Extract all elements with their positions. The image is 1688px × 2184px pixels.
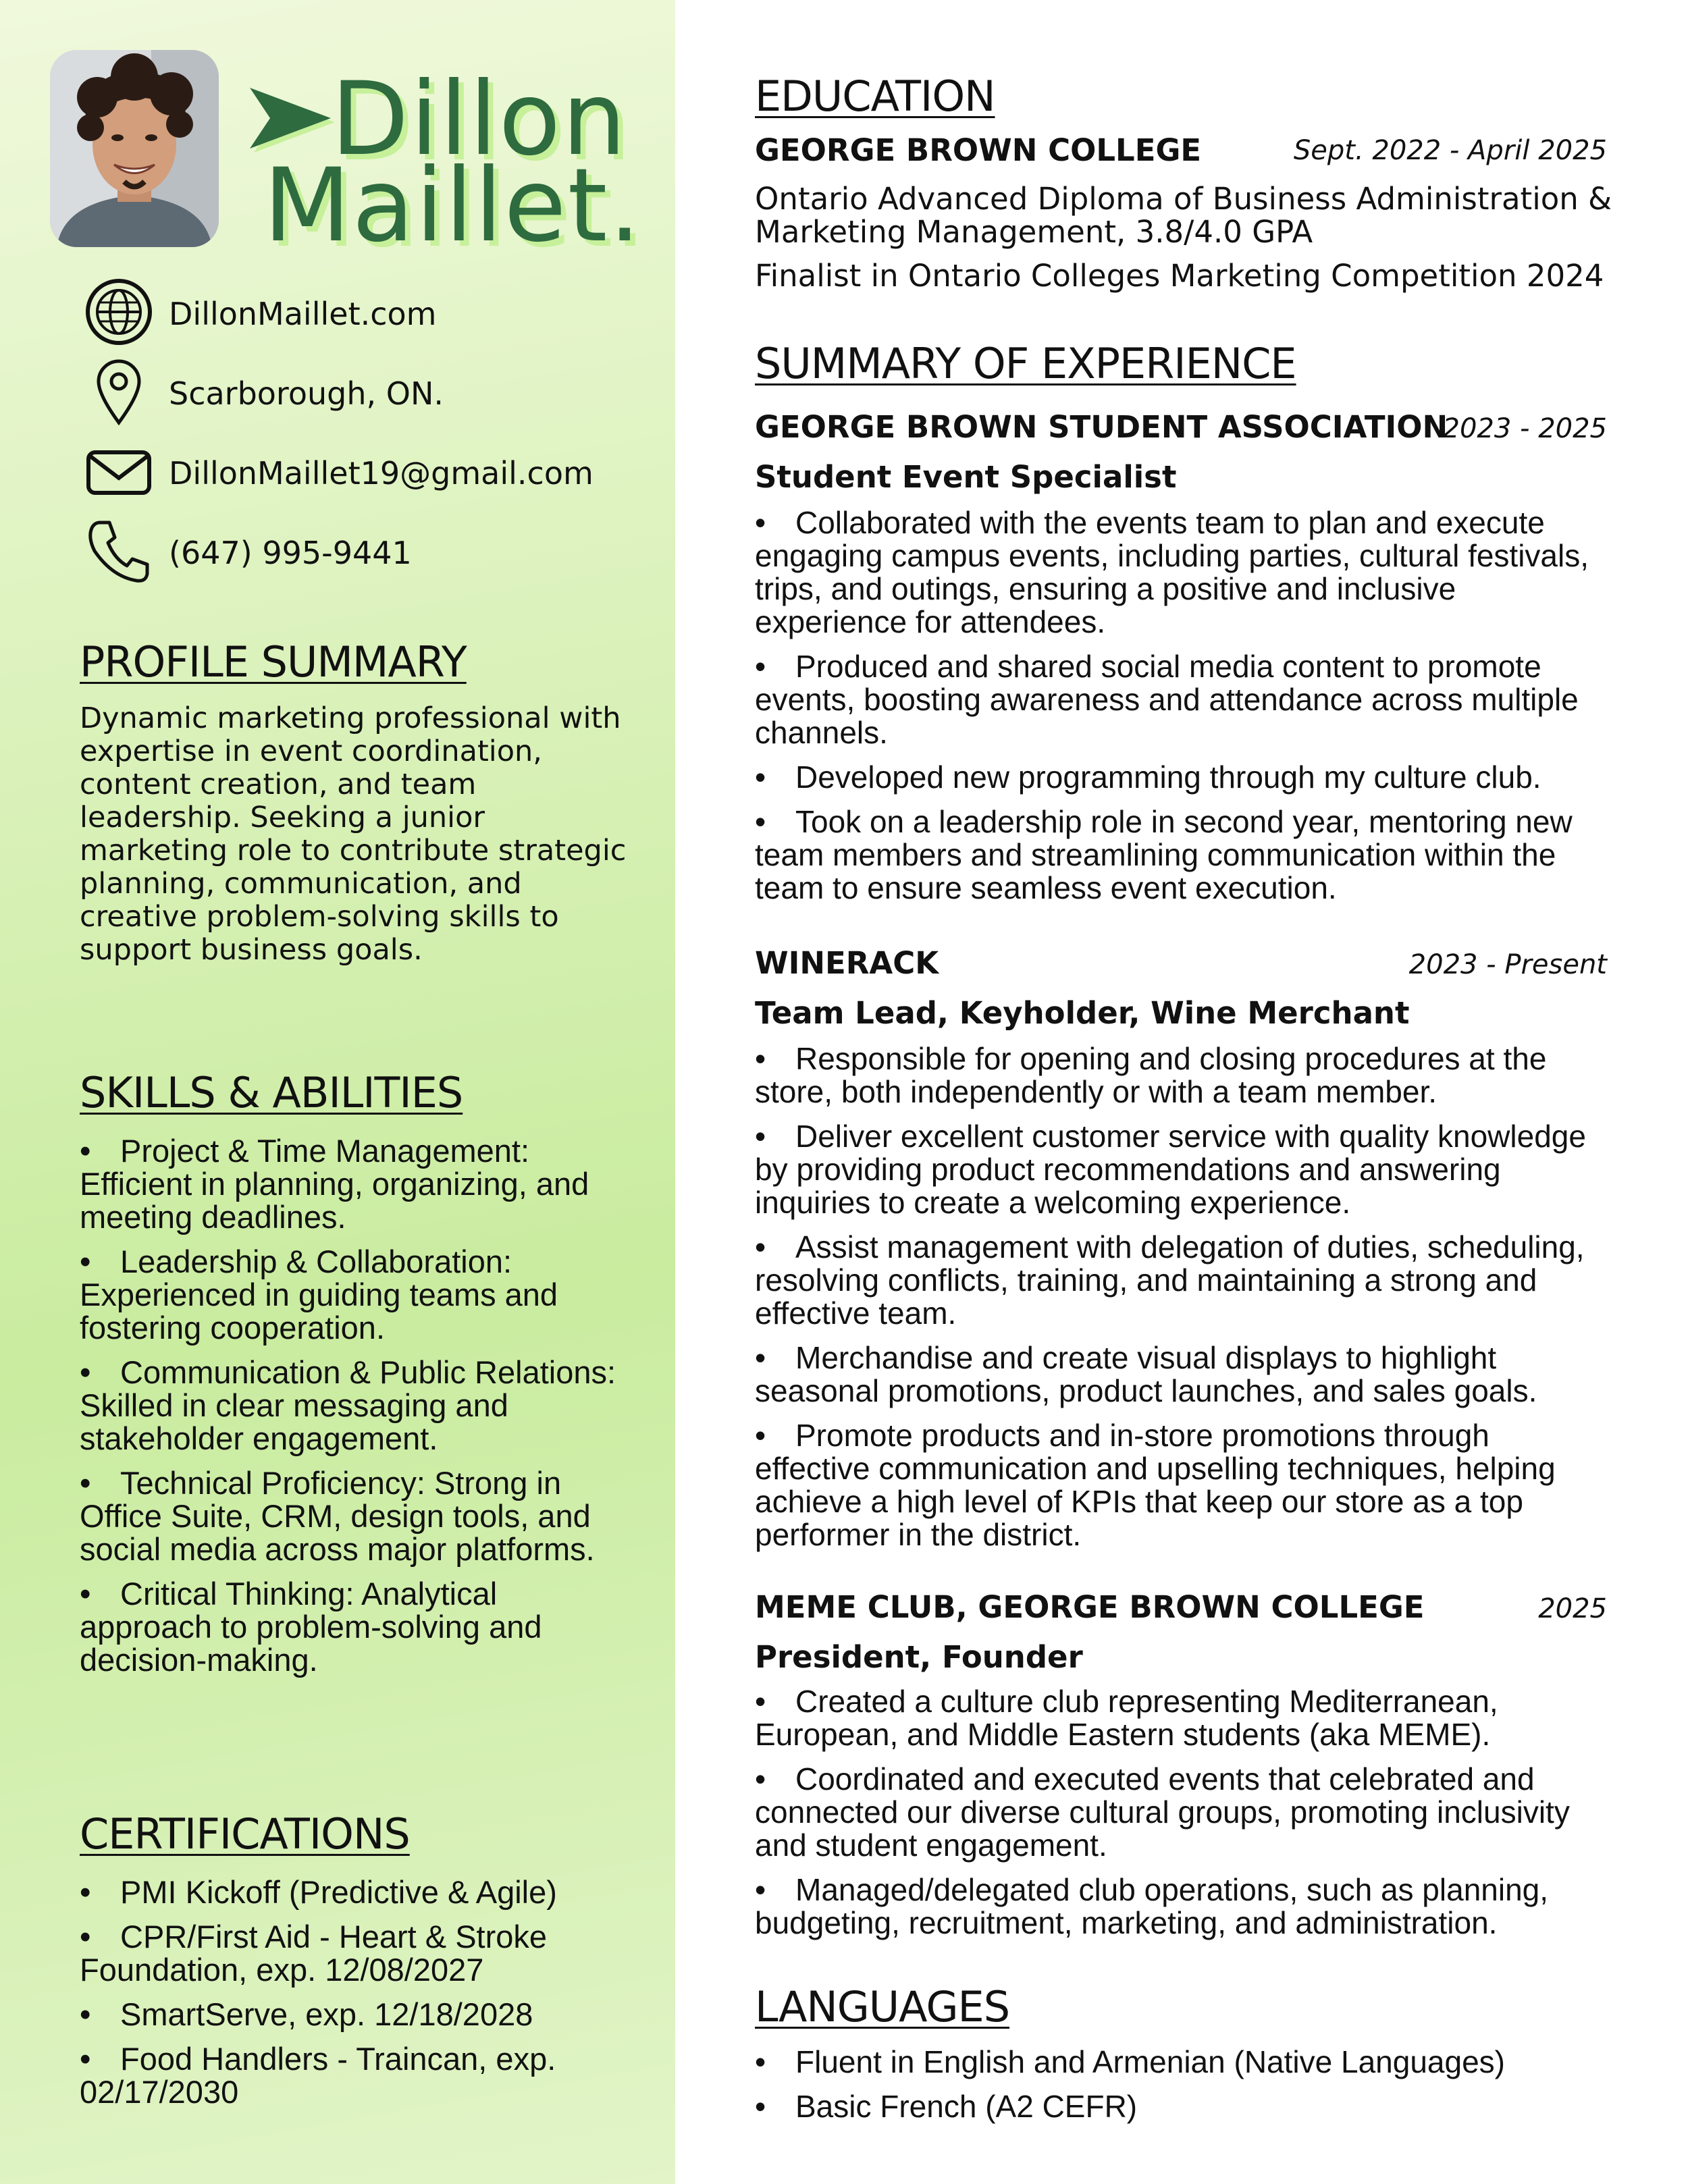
- list-item: • Critical Thinking: Analytical approach to problem-solving and decision-making.: [80, 1576, 542, 1678]
- education-school: GEORGE BROWN COLLEGE: [755, 132, 1202, 168]
- job-dates: 2023 - Present: [1408, 949, 1607, 980]
- list-item: • Created a culture club representing Mediterranean, European, and Middle Eastern students (aka MEME).: [755, 1684, 1498, 1752]
- list-item: • SmartServe, exp. 12/18/2028: [80, 1996, 533, 2032]
- list-item: • Developed new programming through my culture club.: [755, 760, 1541, 795]
- certifications-title: CERTIFICATIONS: [80, 1809, 410, 1859]
- list-item: • Project & Time Management: Efficient in planning, organizing, and meeting deadlines.: [80, 1133, 589, 1235]
- contact-phone[interactable]: [85, 517, 625, 585]
- job-dates: 2023 - 2025: [1442, 413, 1607, 444]
- list-item: • PMI Kickoff (Predictive & Agile): [80, 1874, 557, 1910]
- globe-icon: [85, 278, 153, 346]
- job-bullets: [755, 506, 1612, 916]
- name-logo: [243, 54, 662, 265]
- job-dates: 2025: [1538, 1593, 1607, 1624]
- skills-title: SKILLS & ABILITIES: [80, 1068, 463, 1117]
- languages-list: [755, 2046, 1612, 2135]
- list-item: • Collaborated with the events team to plan and execute engaging campus events, including parties, cultural festivals, trips, and outings, ensuring a positive and inclusive experience for attendees.: [755, 505, 1589, 639]
- list-item: • Basic French (A2 CEFR): [755, 2089, 1138, 2124]
- education-award: Finalist in Ontario Colleges Marketing Competition 2024: [755, 258, 1604, 294]
- location-pin-icon: [85, 358, 153, 425]
- contact-location: [85, 358, 625, 425]
- list-item: • Technical Proficiency: Strong in Office Suite, CRM, design tools, and social media across major platforms.: [80, 1465, 595, 1567]
- list-item: • Merchandise and create visual displays to highlight seasonal promotions, product launches, and sales goals.: [755, 1340, 1537, 1408]
- education-dates: Sept. 2022 - April 2025: [1293, 135, 1607, 166]
- contact-email[interactable]: [85, 437, 625, 505]
- list-item: • Responsible for opening and closing procedures at the store, both independently or with a team member.: [755, 1041, 1547, 1109]
- phone-icon: [85, 517, 153, 585]
- languages-title: LANGUAGES: [755, 1982, 1010, 2031]
- job-bullets: [755, 1685, 1612, 1951]
- list-item: • Deliver excellent customer service with quality knowledge by providing product recommendations and answering inquiries to create a welcoming experience.: [755, 1119, 1586, 1220]
- list-item: • Communication & Public Relations: Skilled in clear messaging and stakeholder engagement.: [80, 1354, 616, 1456]
- list-item: • Leadership & Collaboration: Experienced in guiding teams and fostering cooperation.: [80, 1244, 558, 1346]
- list-item: • Fluent in English and Armenian (Native Languages): [755, 2044, 1505, 2079]
- contact-location-text: Scarborough, ON.: [169, 375, 444, 412]
- contact-website[interactable]: [85, 278, 625, 346]
- profile-summary-title: PROFILE SUMMARY: [80, 637, 467, 687]
- profile-photo: [50, 50, 219, 247]
- job-bullets: [755, 1042, 1612, 1563]
- job-role: President, Founder: [755, 1639, 1083, 1675]
- first-name: Dillon: [331, 61, 628, 178]
- list-item: • Food Handlers - Traincan, exp. 02/17/2030: [80, 2041, 556, 2110]
- job-role: Team Lead, Keyholder, Wine Merchant: [755, 995, 1410, 1031]
- skills-list: [80, 1134, 620, 1688]
- last-name: Maillet.: [263, 147, 643, 265]
- list-item: • Coordinated and executed events that celebrated and connected our diverse cultural groups, promoting inclusivity and student engagement.: [755, 1761, 1570, 1863]
- education-program: Ontario Advanced Diploma of Business Administration & Marketing Management, 3.8/4.0 GPA: [755, 181, 1612, 250]
- list-item: • Took on a leadership role in second year, mentoring new team members and streamlining communication within the team to ensure seamless event execution.: [755, 804, 1573, 905]
- list-item: • Promote products and in-store promotions through effective communication and upselling techniques, helping achieve a high level of KPIs that keep our store as a top performer in the district.: [755, 1418, 1556, 1552]
- contact-website-text: DillonMaillet.com: [169, 296, 437, 332]
- profile-summary-text: Dynamic marketing professional with expertise in event coordination, content creation, and team leadership. Seeking a junior marketing role to contribute strategic planning, communication, and creative problem-solving skills to support business goals.: [80, 701, 627, 967]
- job-org: WINERACK: [755, 945, 939, 981]
- contact-email-text: DillonMaillet19@gmail.com: [169, 455, 594, 491]
- list-item: • Produced and shared social media content to promote events, boosting awareness and attendance across multiple channels.: [755, 649, 1579, 750]
- education-title: EDUCATION: [755, 72, 995, 121]
- list-item: • Managed/delegated club operations, such as planning, budgeting, recruitment, marketing, and administration.: [755, 1872, 1549, 1940]
- certifications-list: [80, 1875, 620, 2120]
- job-org: MEME CLUB, GEORGE BROWN COLLEGE: [755, 1589, 1425, 1625]
- envelope-icon: [85, 437, 153, 505]
- list-item: • CPR/First Aid - Heart & Stroke Foundation, exp. 12/08/2027: [80, 1919, 548, 1988]
- job-org: GEORGE BROWN STUDENT ASSOCIATION: [755, 409, 1448, 445]
- job-role: Student Event Specialist: [755, 459, 1177, 495]
- experience-title: SUMMARY OF EXPERIENCE: [755, 339, 1296, 388]
- contact-phone-text: (647) 995-9441: [169, 535, 412, 571]
- list-item: • Assist management with delegation of duties, scheduling, resolving conflicts, training, and maintaining a strong and effective team.: [755, 1229, 1585, 1331]
